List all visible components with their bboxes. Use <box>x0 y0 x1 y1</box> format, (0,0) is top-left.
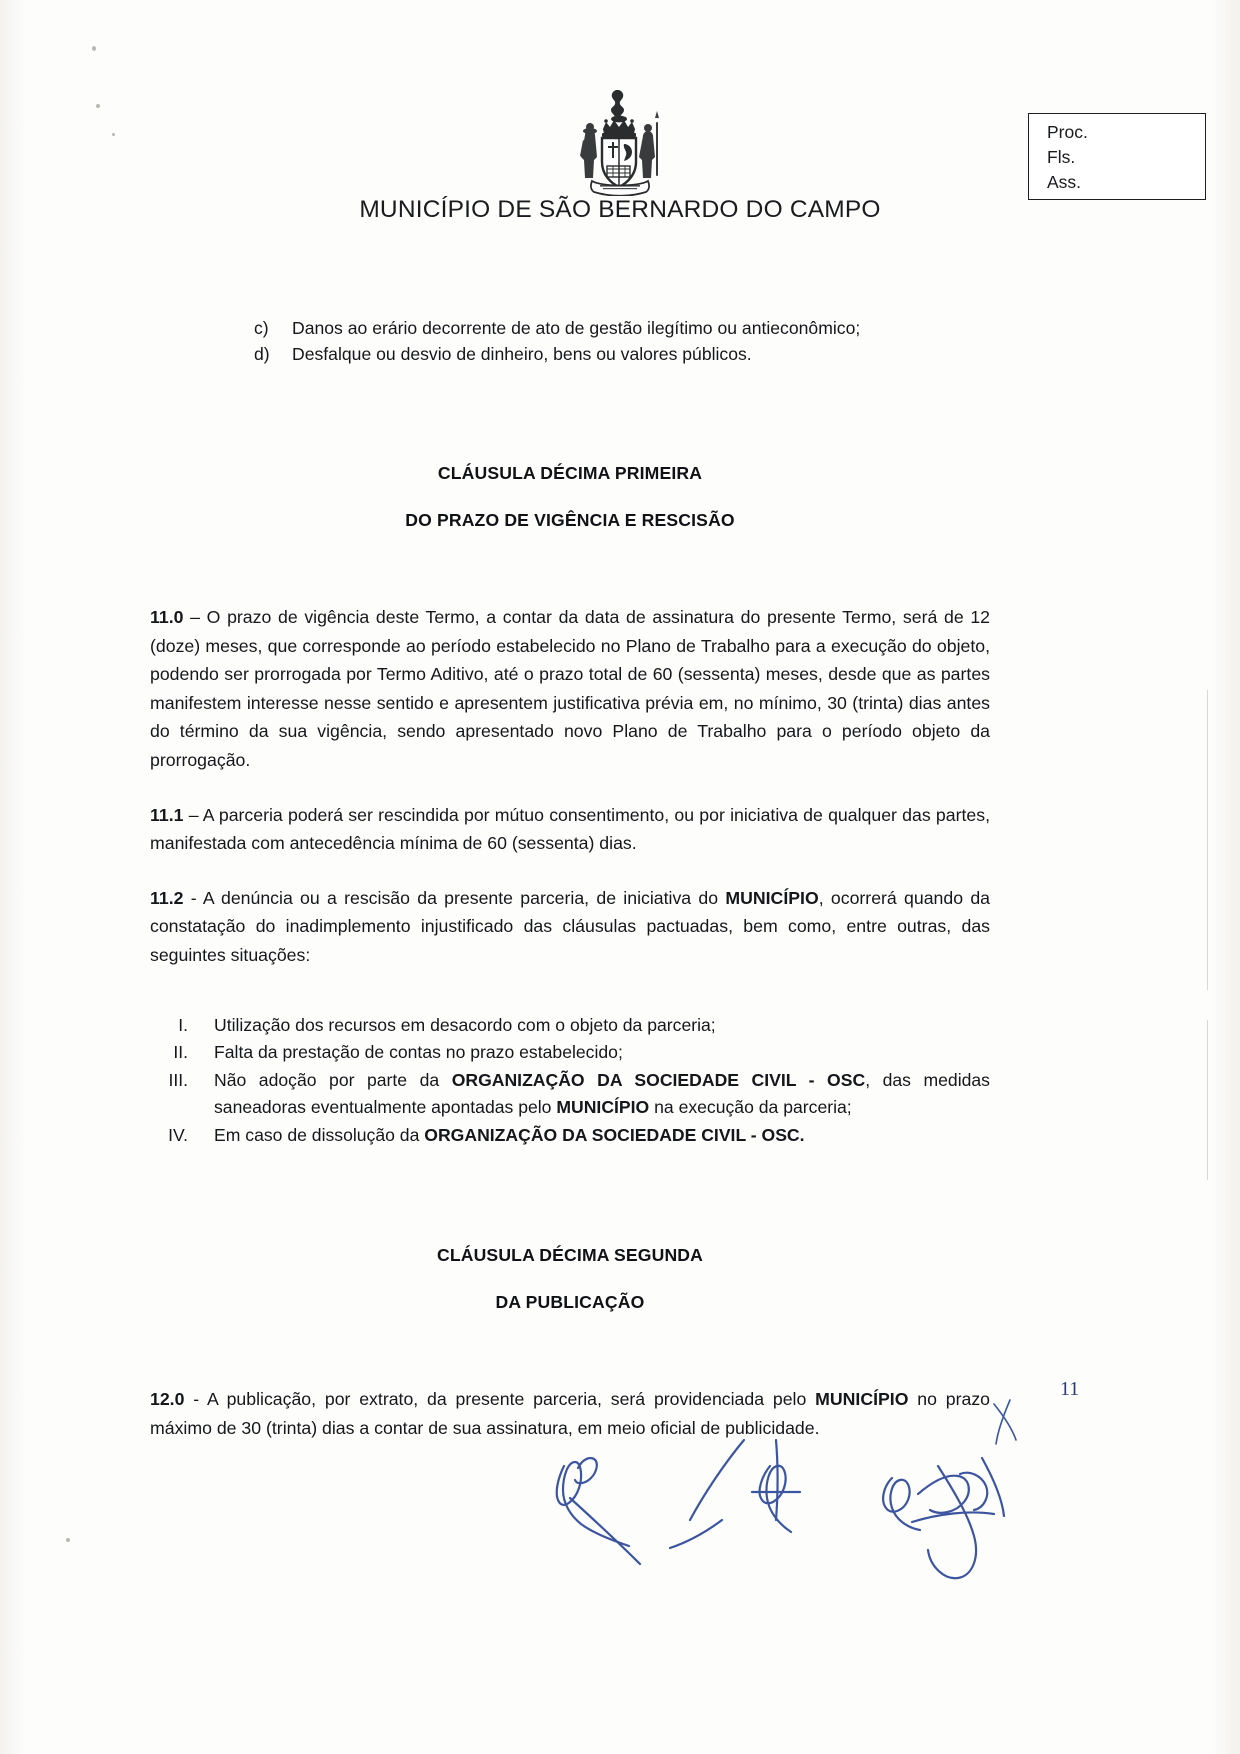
list-marker: d) <box>254 343 270 364</box>
scan-speck <box>92 46 96 51</box>
scan-line <box>1207 690 1208 990</box>
list-item <box>150 1067 990 1122</box>
signature-area <box>520 1370 1120 1630</box>
list-text: Utilização dos recursos em desacordo com o objeto da parceria; <box>214 1014 716 1035</box>
list-marker: II. <box>173 1042 188 1063</box>
paragraph-11-1-text: – A parceria poderá ser rescindida por mútuo consentimento, ou por iniciativa de qualquer das partes, manifestada com antecedência mínima de 60 (sessenta) dias. <box>150 804 990 854</box>
scan-edge-right <box>1210 0 1240 1754</box>
paragraph-11-2-text-after: , ocorrerá quando da constatação do inadimplemento injustificado das cláusulas pactuadas, bem como, entre outras, das seguintes situações: <box>150 887 990 965</box>
list-marker: c) <box>254 318 269 338</box>
stamp-ass-label: Ass. <box>1047 172 1082 192</box>
page-number: 11 <box>1060 1378 1080 1400</box>
list-text: Desfalque ou desvio de dinheiro, bens ou valores públicos. <box>292 343 752 364</box>
paragraph-12-0-bold-municipio: MUNICÍPIO <box>815 1389 909 1410</box>
paragraph-11-0-number: 11.0 <box>150 607 184 627</box>
clause-11-subtitle: DO PRAZO DE VIGÊNCIA E RESCISÃO <box>405 510 735 530</box>
list-marker: III. <box>168 1069 188 1090</box>
list-item <box>150 1122 990 1150</box>
clause-11-title: CLÁUSULA DÉCIMA PRIMEIRA <box>437 463 703 483</box>
list-marker: IV. <box>168 1124 188 1145</box>
paragraph-11-0-text: – O prazo de vigência deste Termo, a contar da data de assinatura do presente Termo, será de 12 (doze) meses, que corresponde ao período estabelecido no Plano de Trabalho para a execução do objeto, podendo ser prorrogada por Termo Aditivo, até o prazo total de 60 (sessenta) meses, desde que as partes manifestem interesse nesse sentido e apresentem justificativa prévia em, no mínimo, 30 (trinta) dias antes do término da sua vigência, sendo apresentado novo Plano de Trabalho para o período objeto da prorrogação. <box>150 607 990 770</box>
paragraph-12-0-text-after: no prazo máximo de 30 (trinta) dias a contar de sua assinatura, em meio oficial de publicidade. <box>150 1389 991 1438</box>
lettered-list <box>150 316 990 367</box>
situations-list <box>150 1012 990 1150</box>
list-item <box>150 342 990 368</box>
paragraph-11-2-text-before: - A denúncia ou a rescisão da presente parceria, de iniciativa do <box>183 887 726 908</box>
list-item <box>150 316 990 342</box>
stamp-fls-label: Fls. <box>1047 147 1076 167</box>
scan-speck <box>66 1538 70 1542</box>
list-text: Em caso de dissolução da ORGANIZAÇÃO DA SOCIEDADE CIVIL - OSC. <box>214 1124 805 1145</box>
list-text: Não adoção por parte da ORGANIZAÇÃO DA SOCIEDADE CIVIL - OSC, das medidas saneadoras eventualmente apontadas pelo MUNICÍPIO na execução da parceria; <box>214 1069 990 1118</box>
list-text: Danos ao erário decorrente de ato de gestão ilegítimo ou antieconômico; <box>292 318 861 338</box>
paragraph-12-0-text-before: - A publicação, por extrato, da presente parceria, será providenciada pelo <box>184 1389 816 1410</box>
page-title: MUNICÍPIO DE SÃO BERNARDO DO CAMPO <box>359 196 881 223</box>
list-marker: I. <box>178 1014 188 1035</box>
list-item <box>150 1012 990 1040</box>
stamp-proc-label: Proc. <box>1047 122 1088 142</box>
paragraph-11-2-number: 11.2 <box>150 887 184 908</box>
handwritten-signatures-icon <box>520 1370 1120 1630</box>
paragraph-11-0 <box>150 603 990 775</box>
list-text: Falta da prestação de contas no prazo estabelecido; <box>214 1042 623 1063</box>
document-body <box>150 316 990 1442</box>
clause-12-title: CLÁUSULA DÉCIMA SEGUNDA <box>436 1245 704 1266</box>
paragraph-11-2-bold-municipio: MUNICÍPIO <box>725 887 819 908</box>
paragraph-11-1-number: 11.1 <box>150 804 184 825</box>
paragraph-11-1 <box>150 801 990 858</box>
paragraph-12-0-number: 12.0 <box>150 1389 185 1410</box>
scan-line <box>1207 1020 1208 1180</box>
clause-12-subtitle: DA PUBLICAÇÃO <box>495 1292 645 1313</box>
list-item <box>150 1039 990 1067</box>
paragraph-11-2 <box>150 884 990 970</box>
scan-edge-left <box>0 0 26 1754</box>
stamp-box <box>1028 113 1206 200</box>
coat-of-arms-icon <box>572 88 668 196</box>
